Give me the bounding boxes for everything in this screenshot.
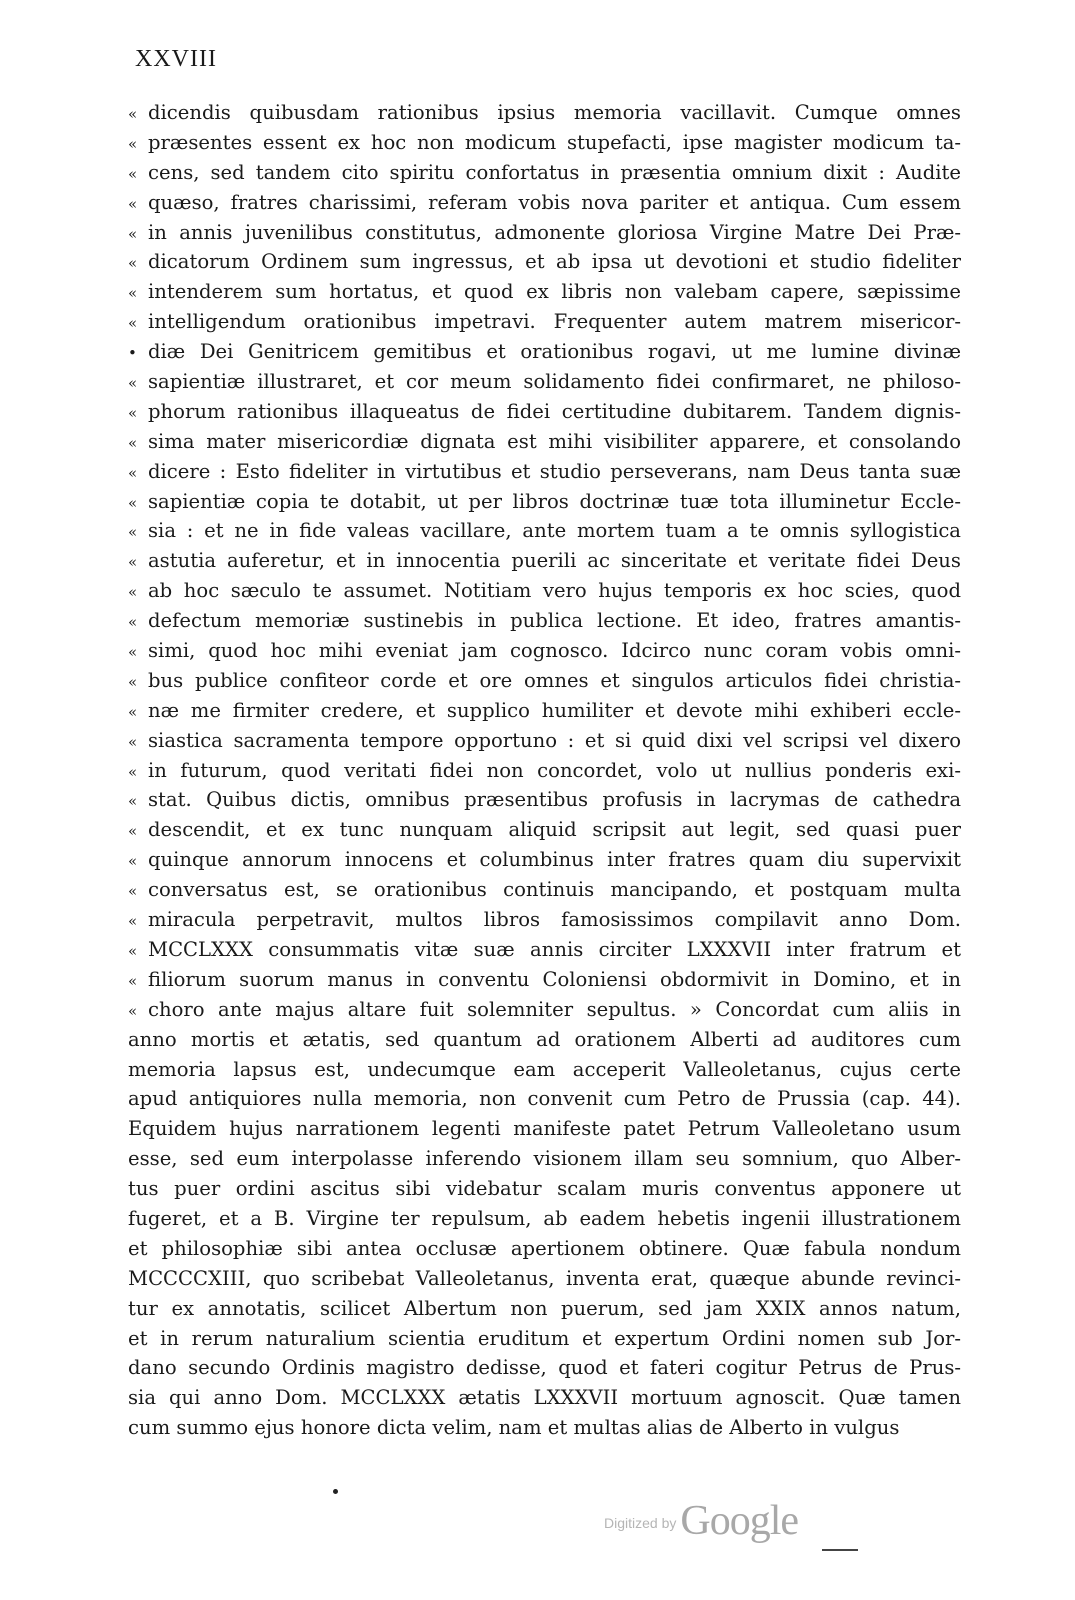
line-text: dicere : Esto fideliter in virtutibus et studio perseverans, nam Deus tanta suæ: [148, 459, 961, 483]
line-text: siastica sacramenta tempore opportuno : et si quid dixi vel scripsi vel dixero: [148, 728, 961, 752]
line-text: bus publice confiteor corde et ore omnes et singulos articulos fidei christia-: [148, 668, 961, 692]
text-line: [128, 1084, 961, 1114]
text-line: [128, 576, 961, 606]
quote-mark: •: [128, 344, 137, 363]
line-text: diæ Dei Genitricem gemitibus et orationibus rogavi, ut me lumine divinæ: [148, 340, 961, 364]
text-line: [128, 1324, 961, 1354]
line-text: sia : et ne in fide valeas vacillare, ante mortem tuam a te omnis syllogistica: [148, 519, 961, 543]
quote-mark: «: [128, 1001, 138, 1020]
line-text: Equidem hujus narrationem legenti manifeste patet Petrum Valleoletano usum: [128, 1117, 961, 1141]
text-line: [128, 128, 961, 158]
quote-mark: «: [128, 194, 138, 213]
quote-mark: «: [128, 224, 138, 243]
text-line: [128, 636, 961, 666]
line-text: sapientiæ illustraret, et cor meum solidamento fidei confirmaret, ne philoso-: [148, 370, 961, 394]
watermark-underline: [822, 1549, 858, 1551]
quote-mark: «: [128, 553, 138, 572]
quote-mark: «: [128, 852, 138, 871]
text-line: [128, 1383, 961, 1413]
text-line: [128, 815, 961, 845]
quote-mark: «: [128, 583, 138, 602]
quote-mark: «: [128, 134, 138, 153]
text-line: [128, 1174, 961, 1204]
line-text: dicatorum Ordinem sum ingressus, et ab ipsa ut devotioni et studio fideliter: [148, 250, 961, 274]
text-line: [128, 1413, 961, 1443]
text-line: [128, 367, 961, 397]
line-text: MCCCCXIII, quo scribebat Valleoletanus, inventa erat, quæque abunde revinci-: [128, 1266, 961, 1290]
text-line: [128, 218, 961, 248]
line-text: sapientiæ copia te dotabit, ut per libros doctrinæ tuæ tota illuminetur Eccle-: [148, 489, 961, 513]
line-text: sima mater misericordiæ dignata est mihi visibiliter apparere, et consolando: [148, 429, 961, 453]
text-line: [128, 516, 961, 546]
line-text: astutia auferetur, et in innocentia puerili ac sinceritate et veritate fidei Deus: [148, 549, 961, 573]
quote-mark: «: [128, 284, 138, 303]
line-text: filiorum suorum manus in conventu Coloniensi obdormivit in Domino, et in: [148, 967, 961, 991]
text-line: [128, 247, 961, 277]
line-text: dano secundo Ordinis magistro dedisse, quod et fateri cogitur Petrus de Prus-: [128, 1356, 961, 1380]
text-line: [128, 1353, 961, 1383]
quote-mark: «: [128, 643, 138, 662]
text-line: [128, 756, 961, 786]
quote-mark: «: [128, 882, 138, 901]
line-text: descendit, et ex tunc nunquam aliquid scripsit aut legit, sed quasi puer: [148, 818, 961, 842]
quote-mark: «: [128, 672, 138, 691]
text-line: [128, 337, 961, 367]
quote-mark: «: [128, 792, 138, 811]
text-line: [128, 875, 961, 905]
text-line: [128, 1025, 961, 1055]
quote-mark: «: [128, 164, 138, 183]
quote-mark: «: [128, 433, 138, 452]
line-text: et philosophiæ sibi antea occlusæ apertionem obtinere. Quæ fabula nondum: [128, 1236, 961, 1260]
line-text: phorum rationibus illaqueatus de fidei certitudine dubitarem. Tandem dignis-: [148, 399, 961, 423]
line-text: intelligendum orationibus impetravi. Frequenter autem matrem misericor-: [148, 310, 961, 334]
line-text: cum summo ejus honore dicta velim, nam et multas alias de Alberto in vulgus: [128, 1416, 900, 1440]
text-line: [128, 487, 961, 517]
quote-mark: «: [128, 702, 138, 721]
quote-mark: «: [128, 822, 138, 841]
text-line: [128, 726, 961, 756]
text-line: [128, 1234, 961, 1264]
text-line: [128, 277, 961, 307]
text-line: [128, 845, 961, 875]
text-line: [128, 158, 961, 188]
line-text: intenderem sum hortatus, et quod ex libris non valebam capere, sæpissime: [148, 280, 961, 304]
text-line: [128, 785, 961, 815]
line-text: tur ex annotatis, scilicet Albertum non puerum, sed jam XXIX annos natum,: [128, 1296, 961, 1320]
line-text: anno mortis et ætatis, sed quantum ad orationem Alberti ad auditores cum: [128, 1027, 961, 1051]
line-text: quinque annorum innocens et columbinus inter fratres quam diu supervixit: [148, 848, 961, 872]
line-text: choro ante majus altare fuit solemniter sepultus. » Concordat cum aliis in: [148, 997, 961, 1021]
text-line: [128, 1144, 961, 1174]
quote-mark: «: [128, 762, 138, 781]
quote-mark: «: [128, 314, 138, 333]
line-text: dicendis quibusdam rationibus ipsius memoria vacillavit. Cumque omnes: [148, 101, 961, 124]
line-text: MCCLXXX consummatis vitæ suæ annis circiter LXXXVII inter fratrum et: [148, 937, 961, 961]
text-line: [128, 546, 961, 576]
text-line: [128, 606, 961, 636]
page-number: XXVIII: [135, 46, 217, 72]
line-text: præsentes essent ex hoc non modicum stupefacti, ipse magister modicum ta-: [148, 130, 961, 154]
line-text: quæso, fratres charissimi, referam vobis nova pariter et antiqua. Cum essem: [148, 190, 961, 214]
line-text: conversatus est, se orationibus continuis mancipando, et postquam multa: [148, 878, 961, 902]
line-text: næ me firmiter credere, et supplico humiliter et devote mihi exhiberi eccle-: [148, 698, 961, 722]
text-line: [128, 965, 961, 995]
line-text: in annis juvenilibus constitutus, admonente gloriosa Virgine Matre Dei Præ-: [148, 220, 961, 244]
text-line: [128, 427, 961, 457]
quote-mark: «: [128, 254, 138, 273]
quote-mark: «: [128, 613, 138, 632]
text-line: [128, 696, 961, 726]
line-text: apud antiquiores nulla memoria, non convenit cum Petro de Prussia (cap. 44).: [128, 1087, 961, 1111]
line-text: ab hoc sæculo te assumet. Notitiam vero hujus temporis ex hoc scies, quod: [148, 579, 961, 603]
line-text: simi, quod hoc mihi eveniat jam cognosco. Idcirco nunc coram vobis omni-: [148, 639, 961, 663]
line-text: in futurum, quod veritati fidei non concordet, volo ut nullius ponderis exi-: [148, 758, 961, 782]
quote-mark: «: [128, 105, 138, 123]
digitized-watermark: [604, 1497, 798, 1545]
line-text: memoria lapsus est, undecumque eam acceperit Valleoletanus, cujus certe: [128, 1057, 961, 1081]
text-line: [128, 1294, 961, 1324]
line-text: stat. Quibus dictis, omnibus præsentibus profusis in lacrymas de cathedra: [148, 788, 961, 812]
line-text: esse, sed eum interpolasse inferendo visionem illam seu somnium, quo Alber-: [128, 1147, 961, 1171]
text-line: [128, 905, 961, 935]
text-line: [128, 188, 961, 218]
text-line: [128, 397, 961, 427]
line-text: defectum memoriæ sustinebis in publica lectione. Et ideo, fratres amantis-: [148, 609, 961, 633]
line-text: sia qui anno Dom. MCCLXXX ætatis LXXXVII mortuum agnoscit. Quæ tamen: [128, 1386, 961, 1410]
quote-mark: «: [128, 732, 138, 751]
text-line: [128, 935, 961, 965]
text-line: [128, 1055, 961, 1085]
quote-mark: «: [128, 941, 138, 960]
text-line: [128, 1264, 961, 1294]
text-line: [128, 457, 961, 487]
quote-mark: «: [128, 374, 138, 393]
line-text: tus puer ordini ascitus sibi videbatur scalam muris conventus apponere ut: [128, 1177, 961, 1201]
text-line: [128, 995, 961, 1025]
print-speck: [333, 1489, 338, 1494]
line-text: et in rerum naturalium scientia eruditum et expertum Ordini nomen sub Jor-: [128, 1326, 961, 1350]
line-text: fugeret, et a B. Virgine ter repulsum, ab eadem hebetis ingenii illustrationem: [128, 1206, 961, 1230]
text-line: [128, 1204, 961, 1234]
text-line: [128, 98, 961, 128]
text-line: [128, 1114, 961, 1144]
watermark-prefix: Digitized by: [604, 1515, 677, 1531]
quote-mark: «: [128, 523, 138, 542]
body-text: [128, 98, 961, 1443]
text-line: [128, 666, 961, 696]
quote-mark: «: [128, 912, 138, 931]
quote-mark: «: [128, 493, 138, 512]
text-line: [128, 307, 961, 337]
line-text: cens, sed tandem cito spiritu confortatus in præsentia omnium dixit : Audite: [148, 160, 961, 184]
google-logo: Google: [680, 1498, 799, 1544]
quote-mark: «: [128, 971, 138, 990]
quote-mark: «: [128, 403, 138, 422]
line-text: miracula perpetravit, multos libros famosissimos compilavit anno Dom.: [148, 908, 961, 932]
quote-mark: «: [128, 463, 138, 482]
